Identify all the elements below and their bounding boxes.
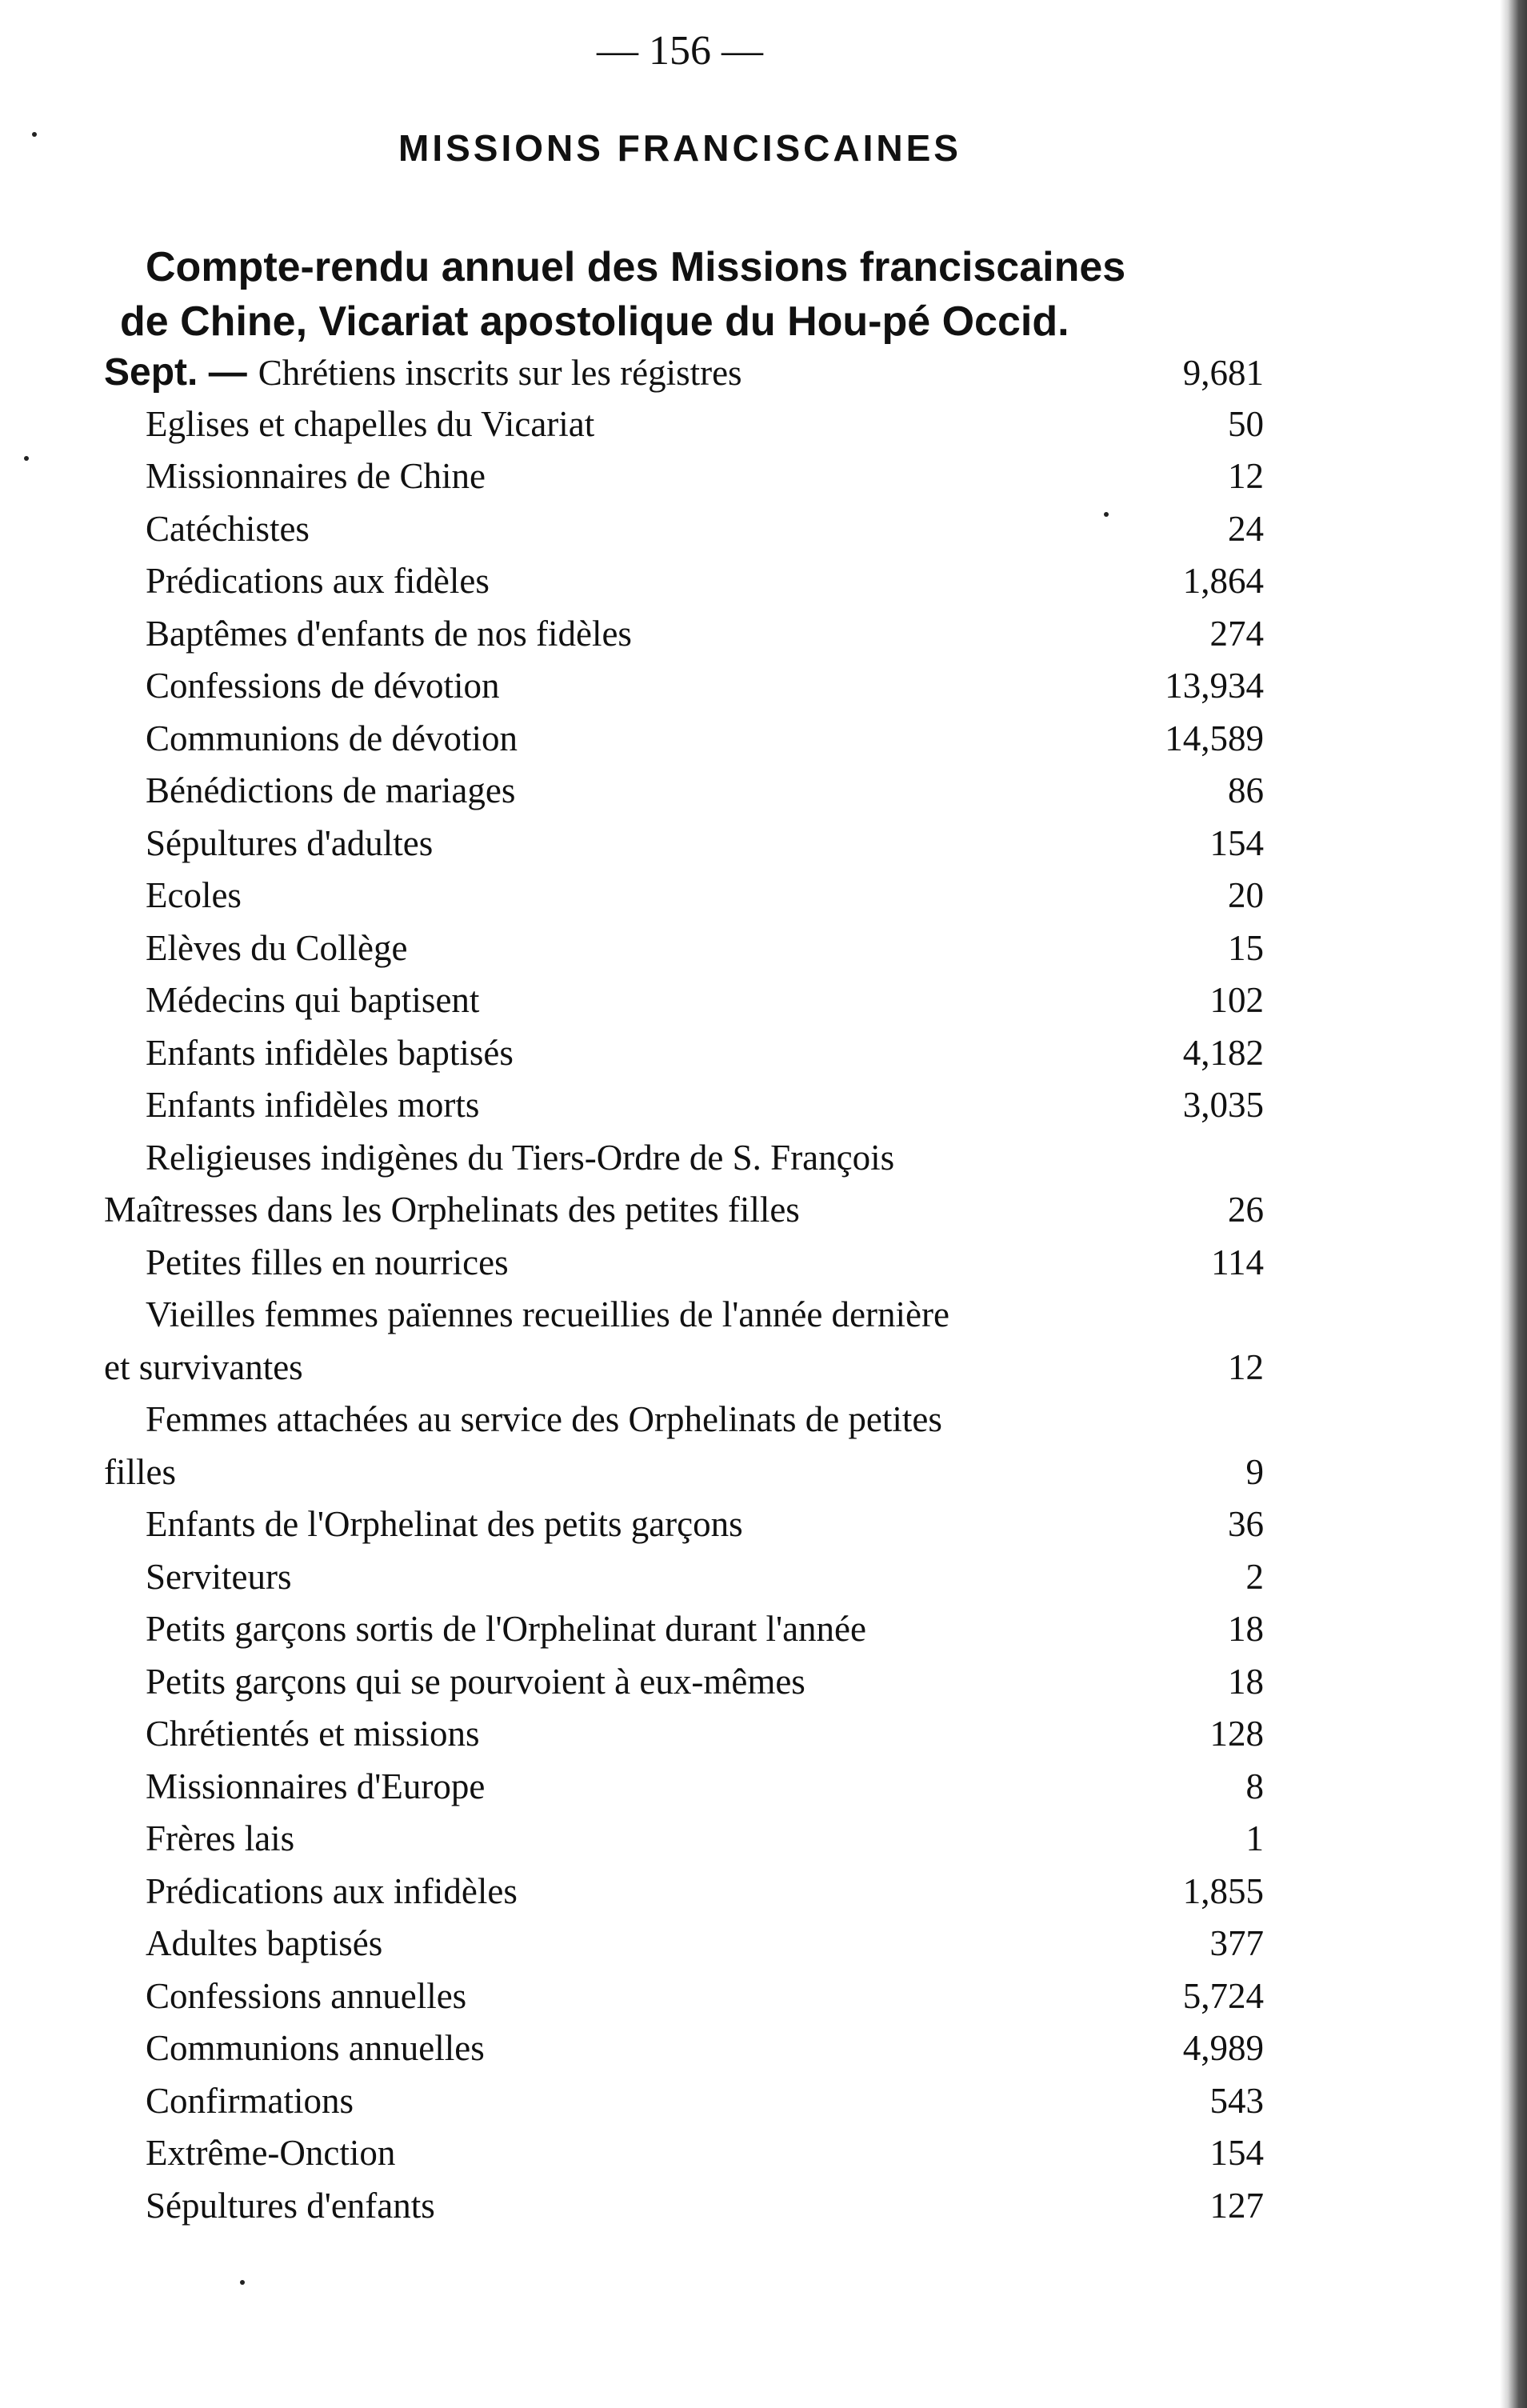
stat-value: 24	[1228, 508, 1264, 549]
stat-value: 274	[1209, 613, 1264, 654]
stat-value: 50	[1228, 403, 1264, 444]
page-heading: MISSIONS FRANCISCAINES	[398, 127, 961, 169]
page-edge-shadow	[1500, 0, 1527, 2408]
stat-value: 114	[1211, 1242, 1264, 1282]
stat-value: 18	[1228, 1661, 1264, 1702]
stat-row	[104, 1713, 1264, 1766]
stat-label: Communions annuelles	[146, 2028, 485, 2068]
stat-label: Maîtresses dans les Orphelinats des petites filles	[104, 1190, 800, 1230]
stat-row	[104, 874, 1264, 927]
stat-value: 9	[1245, 1451, 1264, 1492]
print-speck	[240, 2280, 245, 2285]
stat-label: Missionnaires d'Europe	[146, 1766, 486, 1806]
stat-label: Enfants de l'Orphelinat des petits garçons	[146, 1504, 743, 1544]
stat-row	[104, 1398, 1264, 1451]
stat-label: Confessions de dévotion	[146, 666, 500, 706]
stat-row	[104, 1766, 1264, 1818]
stat-row	[104, 2080, 1264, 2133]
stat-value: 1,864	[1182, 561, 1264, 601]
stat-value: 154	[1209, 822, 1264, 863]
stat-row	[104, 1084, 1264, 1137]
stat-label: Elèves du Collège	[146, 927, 408, 968]
stat-row	[104, 1137, 1264, 1190]
stat-value: 1,855	[1182, 1870, 1264, 1911]
stat-label: Enfants infidèles morts	[146, 1085, 480, 1125]
stat-row	[104, 1661, 1264, 1714]
stat-row	[104, 1032, 1264, 1085]
stat-label: Vieilles femmes païennes recueillies de l'année dernière	[146, 1294, 949, 1334]
stat-row	[104, 2132, 1264, 2185]
stat-label: Petites filles en nourrices	[146, 1242, 509, 1282]
stat-row	[104, 770, 1264, 822]
stat-label: Communions de dévotion	[146, 718, 518, 758]
stat-row	[104, 350, 1264, 403]
stat-label: Sépultures d'adultes	[146, 822, 434, 863]
stat-row	[104, 1922, 1264, 1975]
page-number: — 156 —	[597, 28, 763, 74]
stat-row	[104, 1189, 1264, 1242]
stat-value: 128	[1209, 1714, 1264, 1754]
stat-value: 127	[1209, 2185, 1264, 2226]
stat-label: Extrême-Onction	[146, 2133, 396, 2173]
stat-value: 12	[1228, 1346, 1264, 1387]
stat-label: filles	[104, 1451, 176, 1492]
stat-label: Missionnaires de Chine	[146, 456, 486, 496]
intro-line-2: de Chine, Vicariat apostolique du Hou-pé Occid.	[120, 298, 1069, 345]
stat-row	[104, 1556, 1264, 1609]
stat-row	[104, 1451, 1264, 1504]
stat-value: 2	[1245, 1556, 1264, 1597]
stat-row	[104, 1242, 1264, 1294]
stat-row	[104, 1975, 1264, 2028]
stat-value: 20	[1228, 875, 1264, 915]
stat-row	[104, 1818, 1264, 1870]
stat-row	[104, 508, 1264, 561]
stat-value: 377	[1209, 1923, 1264, 1963]
stat-value: 13,934	[1165, 666, 1264, 706]
stat-label: Médecins qui baptisent	[146, 980, 480, 1020]
stat-row	[104, 1503, 1264, 1556]
print-speck	[1104, 512, 1109, 517]
statistics-list	[104, 350, 1264, 2237]
stat-value: 26	[1228, 1190, 1264, 1230]
stat-value: 12	[1228, 456, 1264, 496]
stat-value: 15	[1228, 927, 1264, 968]
stat-label: Enfants infidèles baptisés	[146, 1032, 514, 1073]
intro-paragraph	[120, 240, 1256, 349]
stat-row	[104, 1346, 1264, 1399]
stat-label: Petits garçons qui se pourvoient à eux-mêmes	[146, 1661, 805, 1702]
intro-line-1: Compte-rendu annuel des Missions franciscaines	[146, 244, 1126, 290]
stat-value: 154	[1209, 2133, 1264, 2173]
stat-label: Baptêmes d'enfants de nos fidèles	[146, 613, 632, 654]
stat-label	[104, 350, 1056, 394]
stat-value: 3,035	[1182, 1085, 1264, 1125]
stat-value: 4,989	[1182, 2028, 1264, 2068]
stat-value: 5,724	[1182, 1975, 1264, 2016]
stat-value: 4,182	[1182, 1032, 1264, 1073]
stat-label: Confessions annuelles	[146, 1975, 467, 2016]
stat-label: Femmes attachées au service des Orphelinats de petites	[146, 1399, 942, 1439]
stat-value: 8	[1245, 1766, 1264, 1806]
stat-label: Catéchistes	[146, 508, 310, 549]
stat-value: 9,681	[1182, 353, 1264, 393]
stat-label: Frères lais	[146, 1818, 295, 1858]
stat-label: Adultes baptisés	[146, 1923, 383, 1963]
stat-row	[104, 455, 1264, 508]
stat-row	[104, 1870, 1264, 1923]
stat-label: Sépultures d'enfants	[146, 2185, 435, 2226]
stat-row	[104, 560, 1264, 613]
stat-row	[104, 718, 1264, 770]
stat-label: Ecoles	[146, 875, 242, 915]
stat-label: Prédications aux fidèles	[146, 561, 490, 601]
stat-row	[104, 927, 1264, 980]
stat-row	[104, 2027, 1264, 2080]
stat-value: 18	[1228, 1609, 1264, 1649]
stat-label: Bénédictions de mariages	[146, 770, 516, 810]
stat-label: Eglises et chapelles du Vicariat	[146, 403, 595, 444]
stat-row	[104, 1294, 1264, 1346]
stat-value: 102	[1209, 980, 1264, 1020]
stat-row	[104, 613, 1264, 666]
print-speck	[32, 132, 37, 137]
stat-row	[104, 822, 1264, 875]
stat-label: Prédications aux infidèles	[146, 1870, 518, 1911]
stat-value: 86	[1228, 770, 1264, 810]
stat-value: 543	[1209, 2080, 1264, 2121]
stat-row	[104, 403, 1264, 456]
stat-label: Petits garçons sortis de l'Orphelinat durant l'année	[146, 1609, 866, 1649]
stat-value: 1	[1245, 1818, 1264, 1858]
stat-row	[104, 979, 1264, 1032]
stat-label: Chrétientés et missions	[146, 1714, 480, 1754]
stat-row	[104, 1608, 1264, 1661]
stat-value: 36	[1228, 1504, 1264, 1544]
stat-row	[104, 2185, 1264, 2238]
stat-row	[104, 665, 1264, 718]
stat-label: et survivantes	[104, 1346, 303, 1387]
sept-prefix: Sept. —	[104, 351, 247, 394]
stat-label-text: Chrétiens inscrits sur les régistres	[258, 353, 742, 393]
stat-value: 14,589	[1165, 718, 1264, 758]
stat-label: Confirmations	[146, 2080, 354, 2121]
print-speck	[24, 456, 29, 461]
stat-label: Serviteurs	[146, 1556, 292, 1597]
stat-label: Religieuses indigènes du Tiers-Ordre de S. François	[146, 1137, 895, 1178]
